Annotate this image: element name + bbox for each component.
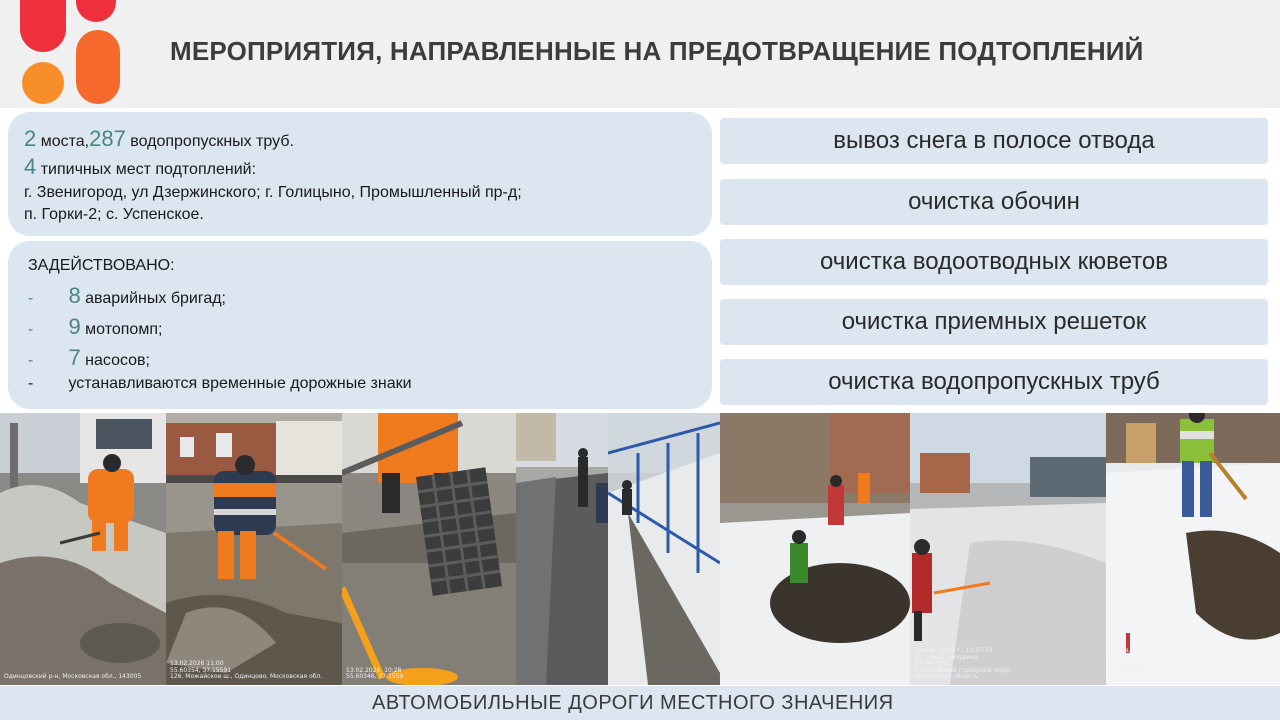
involved-resources-box (8, 241, 712, 409)
list-item (28, 375, 412, 393)
pumps-label: насосов; (85, 352, 150, 369)
bridges-count: 2 (24, 126, 37, 151)
photo-yard-digging (720, 413, 910, 685)
photo-stamp: 13.02.2026, 10:28 55.60346, 37.1559 (346, 666, 404, 681)
infrastructure-box (8, 112, 712, 236)
photo-worker-shovel-slush (166, 413, 342, 685)
motopumps-count: 9 (68, 314, 81, 339)
action-ditch-cleaning: очистка водоотводных кюветов (720, 239, 1268, 285)
logo-shape-bottom-left (22, 62, 64, 104)
bridges-label: моста, (40, 133, 90, 150)
action-shoulder-cleaning: очистка обочин (720, 179, 1268, 225)
photo-worker-truck (910, 413, 1106, 685)
brigades-count: 8 (68, 283, 81, 308)
photo-grate-lifting (342, 413, 516, 685)
photo-strip (0, 413, 1280, 685)
logo-shape-bottom-right (76, 30, 120, 104)
list-dash: - (28, 375, 34, 392)
photo-stamp: Одинцовский р-н, Московская обл., 143005 (4, 673, 142, 681)
photo-stamp: среда, 18 марта 2026 г. 12:22:02 89° E Усадьба Кп Одинцовский городской округ Московская область (1110, 647, 1215, 681)
pumps-count: 7 (68, 345, 81, 370)
places-line-1: г. Звенигород, ул Дзержинского; г. Голицыно, Промышленный пр-д; (24, 184, 522, 201)
photo-snow-shoveling (1106, 413, 1280, 685)
involved-heading-text: ЗАДЕЙСТВОВАНО (28, 257, 171, 274)
photo-sidewalk-workers (516, 413, 608, 685)
footer-label: АВТОМОБИЛЬНЫЕ ДОРОГИ МЕСТНОГО ЗНАЧЕНИЯ (372, 692, 894, 714)
page-title: МЕРОПРИЯТИЯ, НАПРАВЛЕННЫЕ НА ПРЕДОТВРАЩЕНИЕ ПОДТОПЛЕНИЙ (170, 36, 1144, 66)
road-signs-label: устанавливаются временные дорожные знаки (68, 375, 412, 392)
bridges-pipes-line (24, 126, 294, 152)
brigades-label: аварийных бригад; (85, 290, 226, 307)
places-line-2: п. Горки-2; с. Успенское. (24, 206, 204, 223)
flood-label: типичных мест подтоплений: (40, 161, 257, 178)
list-dash: - (28, 290, 34, 307)
involved-heading (28, 257, 175, 275)
photo-blue-fence (608, 413, 720, 685)
flood-places-line (24, 154, 256, 180)
photo-stamp: 18 мар. 2026 г., 12:27:19 13, улица Мичурина Звенигород Одинцовский городской округ Московская область (914, 647, 1012, 681)
header (0, 0, 1280, 108)
list-dash: - (28, 352, 34, 369)
list-item (28, 345, 150, 371)
motopumps-label: мотопомп; (85, 321, 163, 338)
logo-shape-top-left (20, 0, 66, 52)
footer-bar (0, 686, 1280, 720)
photo-stamp: 13.02.2026 11:00 55.60354, 37.15591 126, Можайское ш., Одинцово, Московская обл. (170, 660, 323, 681)
pipes-count: 287 (89, 126, 126, 151)
photo-stamp: 18 мар. 2026 г., 14:29 улица Мичурина Звенигород Одинцовский городской округ Московская область (724, 647, 822, 681)
action-culvert-cleaning: очистка водопропускных труб (720, 359, 1268, 405)
photo-worker-near-van (0, 413, 166, 685)
logo (20, 0, 122, 104)
list-dash: - (28, 321, 34, 338)
pipes-label: водопропускных труб. (130, 133, 294, 150)
action-snow-removal: вывоз снега в полосе отвода (720, 118, 1268, 164)
list-item (28, 314, 162, 340)
list-item (28, 283, 226, 309)
involved-heading-colon: : (170, 257, 175, 274)
flood-count: 4 (24, 154, 37, 179)
action-grate-cleaning: очистка приемных решеток (720, 299, 1268, 345)
logo-shape-top-right (76, 0, 116, 22)
